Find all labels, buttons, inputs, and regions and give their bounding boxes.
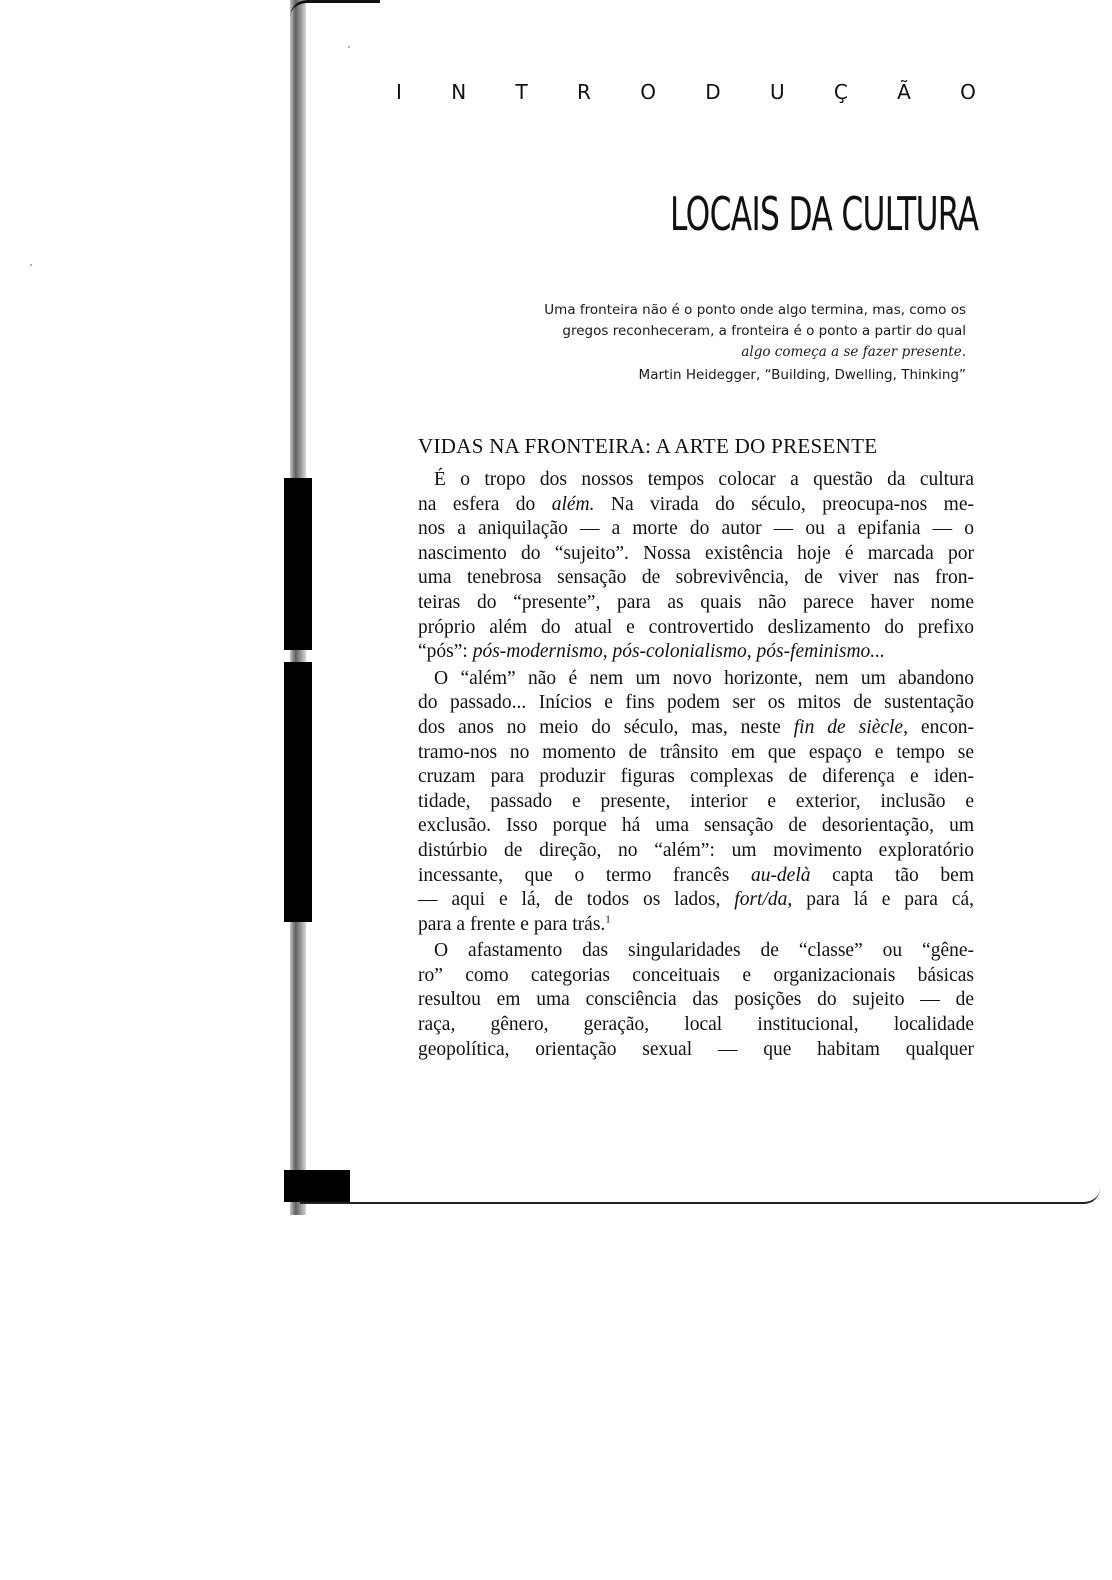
text-line: uma tenebrosa sensação de sobrevivência, de viver nas fron-: [418, 567, 974, 589]
text-line: teiras do “presente”, para as quais não parece haver nome: [418, 591, 974, 613]
text-line: geopolítica, orientação sexual — que habitam qualquer: [418, 1038, 974, 1060]
chapter-letter: D: [705, 80, 721, 104]
text-line: nascimento do “sujeito”. Nossa existência hoje é marcada por: [418, 542, 974, 564]
chapter-letter: N: [451, 80, 467, 104]
chapter-title: LOCAIS DA CULTURA: [669, 187, 978, 241]
chapter-letter: Ã: [897, 80, 911, 104]
text-line: próprio além do atual e controvertido deslizamento do prefixo: [418, 616, 974, 638]
text-line: para a frente e para trás.$^1$: [418, 913, 611, 935]
chapter-letter: R: [576, 80, 591, 104]
chapter-letter: T: [515, 80, 528, 104]
section-heading: VIDAS NA FRONTEIRA: A ARTE DO PRESENTE: [418, 434, 878, 458]
epigraph-attribution: Martin Heidegger, “Building, Dwelling, Thinking”: [638, 367, 966, 383]
text-line: tidade, passado e presente, interior e exterior, inclusão e: [418, 790, 974, 812]
chapter-label: [396, 80, 976, 104]
text-line: exclusão. Isso porque há uma sensação de desorientação, um: [418, 815, 974, 837]
text-line: O afastamento das singularidades de “classe” ou “gêne-: [434, 940, 974, 962]
text-line: resultou em uma consciência das posições do sujeito — de: [418, 989, 974, 1011]
binding-black-block-lower: [284, 662, 312, 922]
text-line: do passado... Inícios e fins podem ser os mitos de sustentação: [418, 692, 974, 714]
paragraph-1: [418, 468, 974, 665]
epigraph: [406, 300, 966, 386]
footnote-marker: 1: [605, 913, 611, 926]
text-line: tramo-nos no momento de trânsito em que espaço e tempo se: [418, 741, 974, 763]
text-line: “pós”: pós-modernismo, pós-colonialismo, pós-feminismo...: [418, 641, 885, 663]
paragraph-3: [418, 939, 974, 1062]
epigraph-line: gregos reconheceram, a fronteira é o ponto a partir do qual: [562, 323, 966, 339]
chapter-letter: Ç: [833, 80, 848, 104]
text-line: — aqui e lá, de todos os lados, fort/da, para lá e para cá,: [418, 889, 974, 911]
text-line: na esfera do além. Na virada do século, preocupa-nos me-: [418, 493, 974, 515]
binding-black-block-upper: [284, 478, 312, 650]
text-line: incessante, que o termo francês au-delà capta tão bem: [418, 864, 974, 886]
epigraph-line: Uma fronteira não é o ponto onde algo termina, mas, como os: [544, 302, 966, 318]
chapter-letter: U: [769, 80, 785, 104]
page-bottom-edge: [300, 1188, 1100, 1204]
text-line: O “além” não é nem um novo horizonte, nem um abandono: [434, 667, 974, 689]
book-binding-shadow: [284, 0, 312, 1215]
text-line: É o tropo dos nossos tempos colocar a questão da cultura: [434, 469, 974, 490]
scan-speck: [348, 46, 350, 48]
text-line: cruzam para produzir figuras complexas de diferença e iden-: [418, 766, 974, 788]
chapter-letter: O: [960, 80, 976, 104]
paragraph-2: [418, 667, 974, 938]
page-top-curl: [290, 0, 380, 17]
chapter-letter: O: [640, 80, 656, 104]
scan-speck: [30, 264, 32, 266]
binding-bottom-block: [284, 1170, 350, 1202]
epigraph-line-italic: algo começa a se fazer presente.: [741, 344, 966, 360]
chapter-letter: I: [396, 80, 402, 104]
text-line: ro” como categorias conceituais e organizacionais básicas: [418, 964, 974, 986]
text-line: dos anos no meio do século, mas, neste fin de siècle, encon-: [418, 716, 974, 738]
text-line: raça, gênero, geração, local institucional, localidade: [418, 1014, 974, 1036]
text-line: nos a aniquilação — a morte do autor — ou a epifania — o: [418, 518, 974, 540]
body-text: [418, 468, 974, 1062]
text-line: distúrbio de direção, no “além”: um movimento exploratório: [418, 839, 974, 861]
